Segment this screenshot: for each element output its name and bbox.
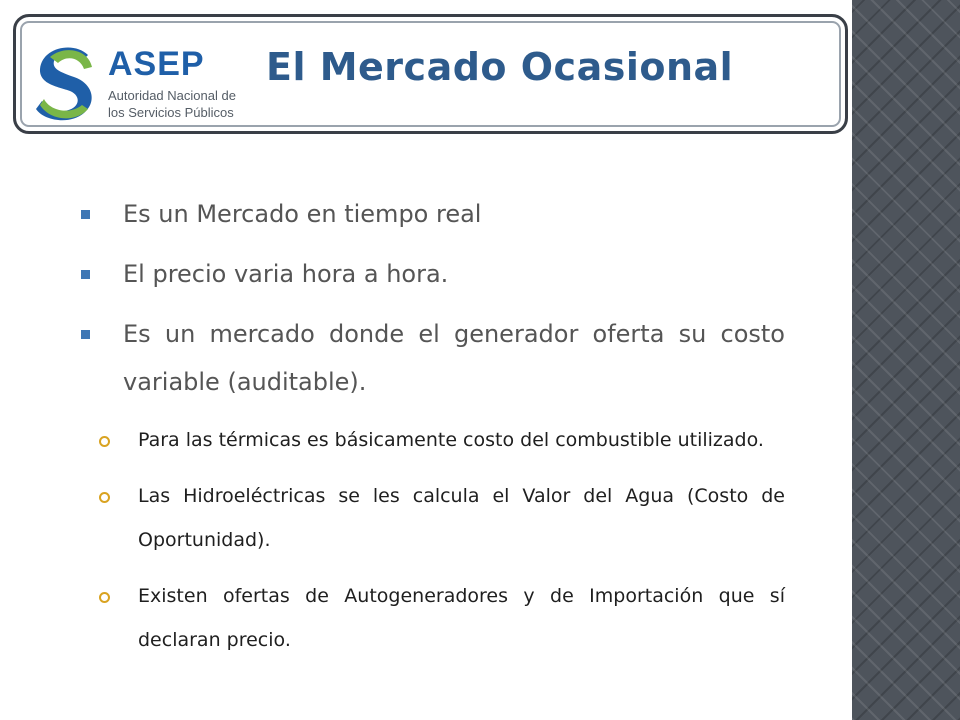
sub-bullet-item [75,418,785,462]
logo-subtitle-line1: Autoridad Nacional de [108,88,236,103]
slide-content [75,190,785,674]
sub-bullet-item [75,574,785,662]
square-bullet-icon [81,210,90,219]
bullet-list [75,190,785,406]
square-bullet-icon [81,330,90,339]
sub-bullet-item [75,474,785,562]
page-title: El Mercado Ocasional [266,45,734,89]
bullet-text: El precio varia hora a hora. [123,260,449,288]
bullet-item [75,190,785,238]
circle-bullet-icon [99,436,110,447]
bullet-item [75,250,785,298]
square-bullet-icon [81,270,90,279]
decorative-side-band [852,0,960,720]
sub-bullet-text: Las Hidroeléctricas se les calcula el Valor del Agua (Costo de Oportunidad). [138,485,785,551]
logo-name: ASEP [108,45,205,83]
title-bar [13,14,848,134]
logo-subtitle-line2: los Servicios Públicos [108,105,234,120]
bullet-text: Es un mercado donde el generador oferta su costo variable (auditable). [123,320,785,396]
bullet-text: Es un Mercado en tiempo real [123,200,482,228]
asep-logo [30,39,260,127]
bullet-item [75,310,785,406]
sub-bullet-text: Existen ofertas de Autogeneradores y de Importación que sí declaran precio. [138,585,785,651]
circle-bullet-icon [99,492,110,503]
logo-subtitle [108,87,236,121]
asep-logo-mark-icon [30,39,104,127]
sub-bullet-text: Para las térmicas es básicamente costo del combustible utilizado. [138,429,764,451]
circle-bullet-icon [99,592,110,603]
sub-bullet-list [75,418,785,662]
